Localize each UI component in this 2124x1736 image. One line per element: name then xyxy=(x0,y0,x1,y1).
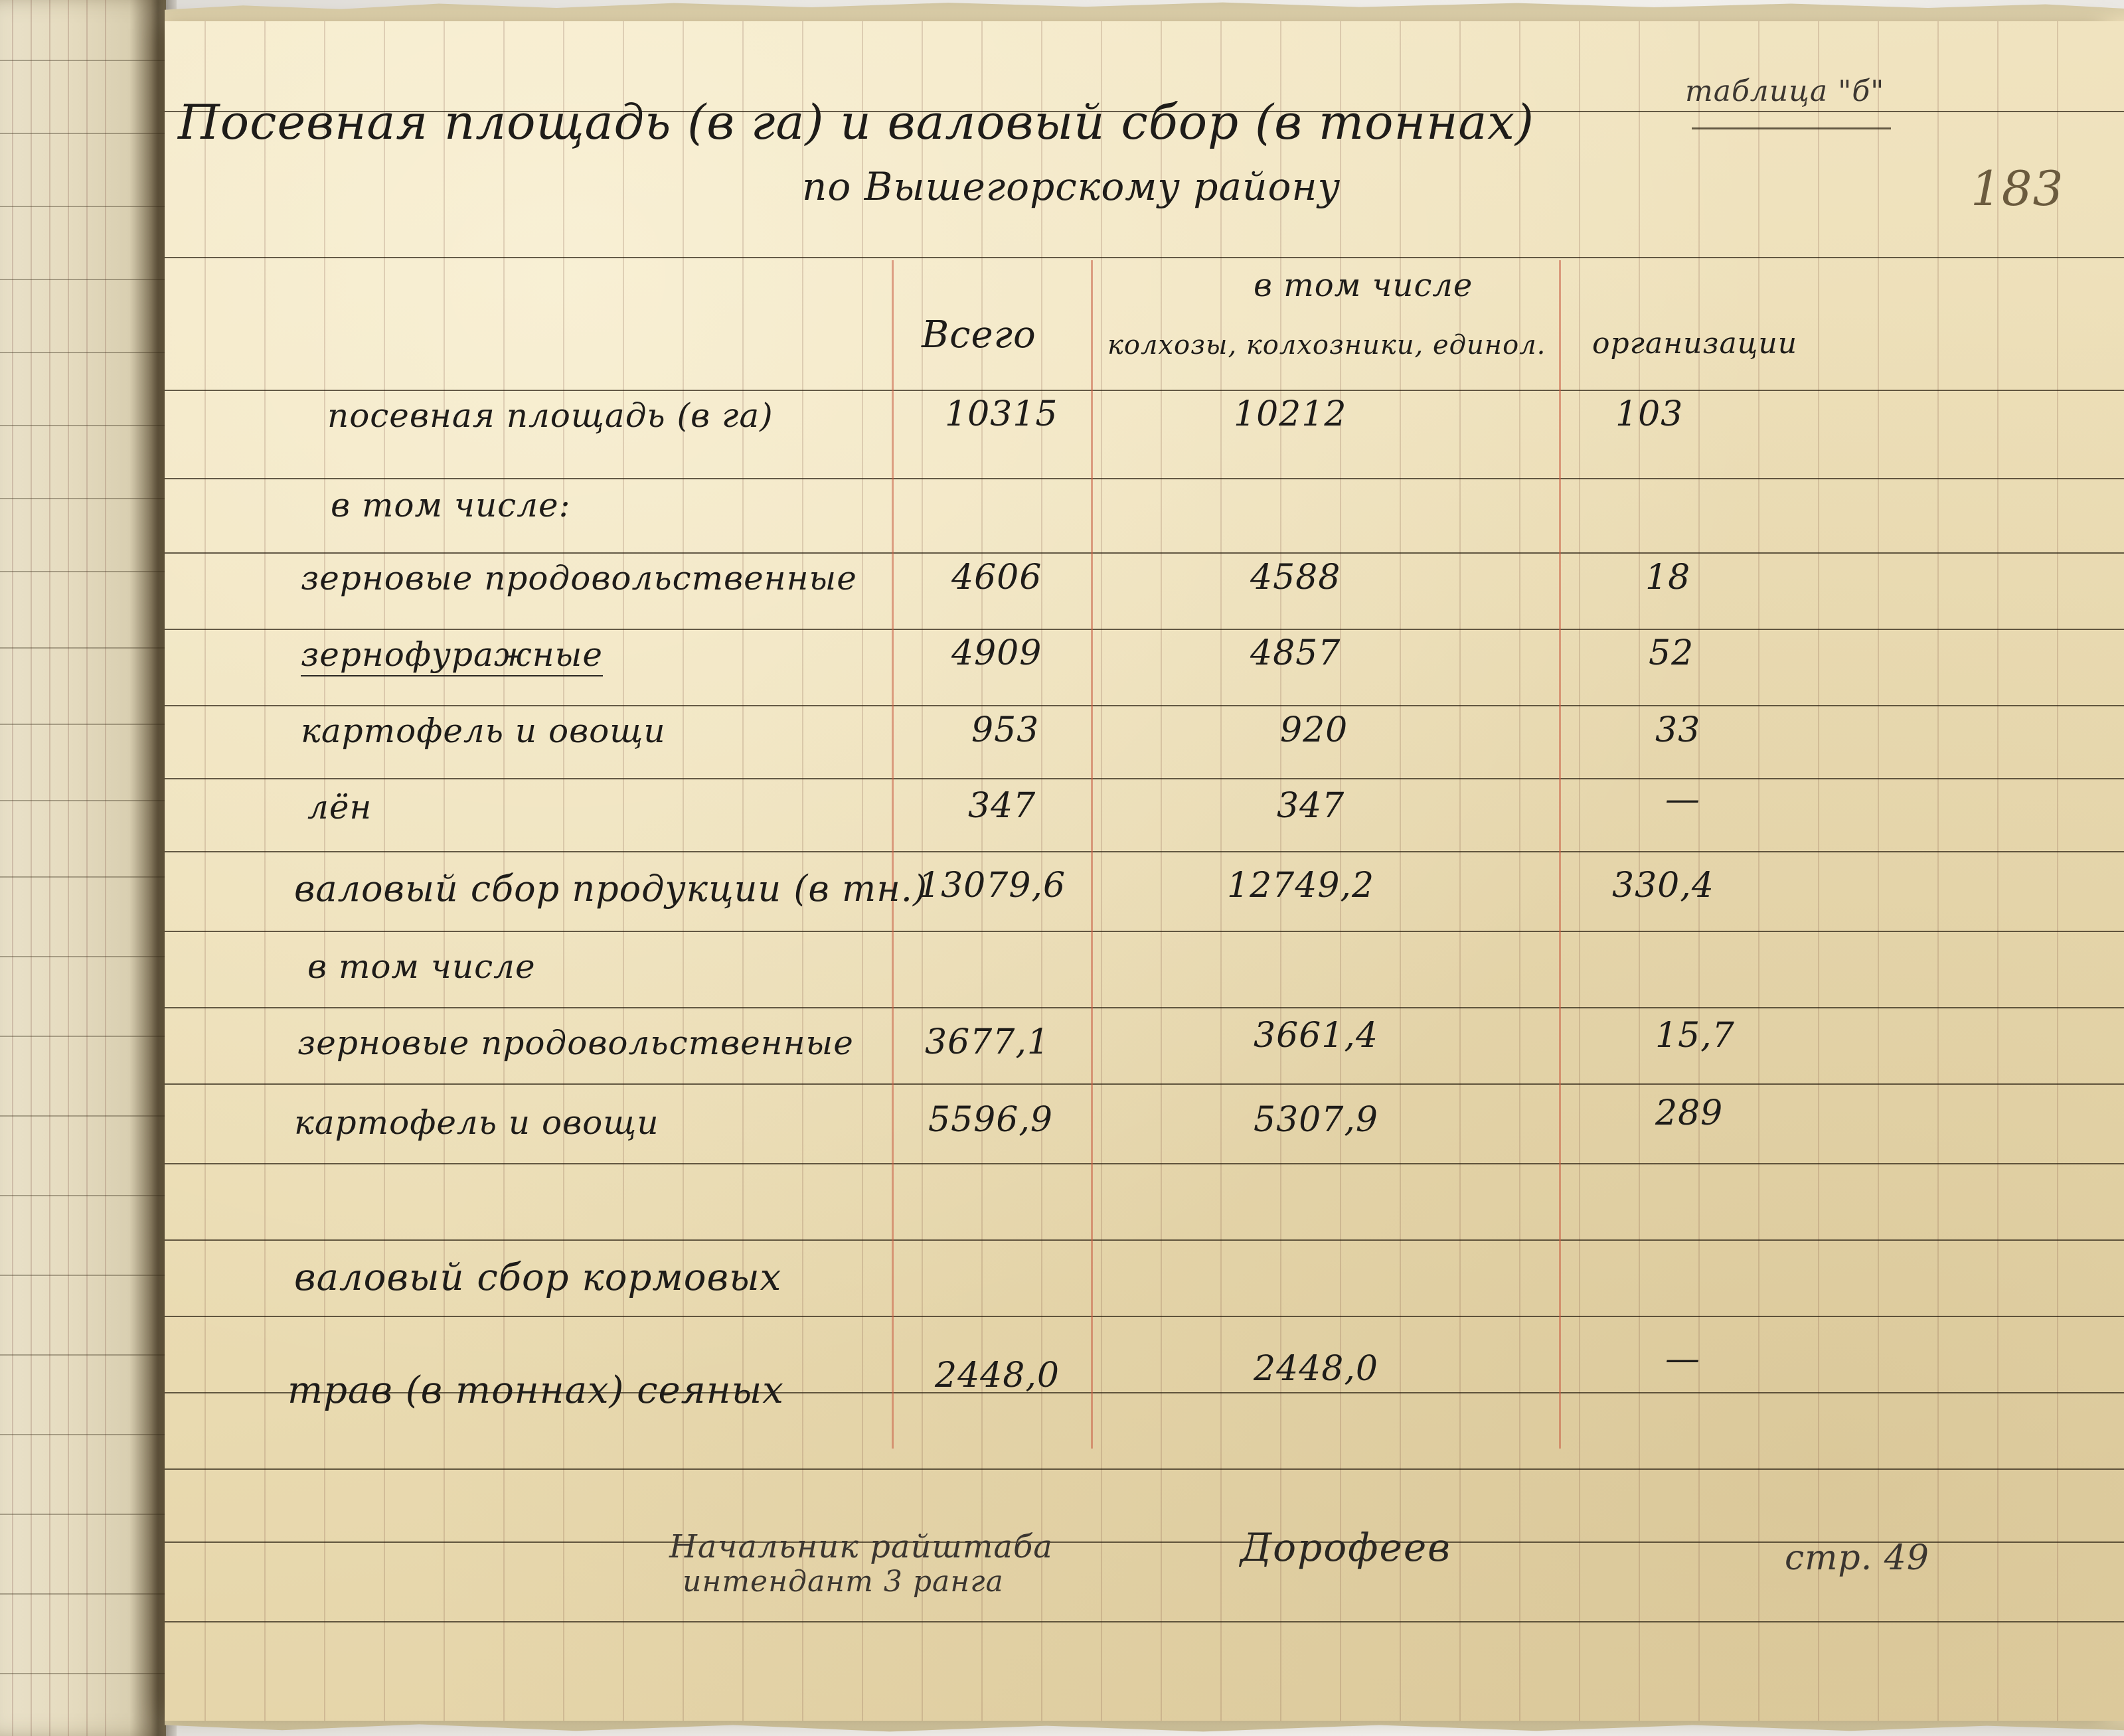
row-label: картофель и овощи xyxy=(294,1103,659,1142)
row-value-total: 10315 xyxy=(945,394,1058,434)
row-value-org: 103 xyxy=(1615,394,1684,434)
column-header-kolkhoz: колхозы, колхозники, единол. xyxy=(1107,330,1546,360)
row-value-org: 289 xyxy=(1655,1093,1724,1133)
title-line-2: по Вышегорскому району xyxy=(802,164,1341,209)
row-label: в том числе: xyxy=(331,486,571,524)
row-value-total: 4909 xyxy=(951,633,1042,673)
row-label: зерновые продовольственные xyxy=(301,559,857,597)
row-label: лён xyxy=(307,788,372,827)
row-value-total: 347 xyxy=(968,786,1036,826)
row-label: зернофуражные xyxy=(301,635,603,676)
row-value-org: 18 xyxy=(1645,558,1691,597)
table-marker: таблица "б" xyxy=(1685,74,1885,108)
row-value-org: 52 xyxy=(1649,633,1694,673)
title-line-1: Посевная площадь (в га) и валовый сбор (в тоннах) xyxy=(178,94,1534,150)
row-value-kolkhoz: 10212 xyxy=(1234,394,1347,434)
signature: Дорофеев xyxy=(1240,1525,1451,1570)
row-value-kolkhoz: 920 xyxy=(1280,710,1348,750)
signer-title-line-1: Начальник райштаба xyxy=(669,1528,1053,1565)
column-header-organizations: организации xyxy=(1592,327,1798,360)
row-value-total: 4606 xyxy=(951,558,1042,597)
row-value-total: 2448,0 xyxy=(935,1356,1060,1395)
signer-title-line-2: интендант 3 ранга xyxy=(683,1565,1004,1599)
row-value-org: — xyxy=(1665,779,1700,819)
row-value-kolkhoz: 5307,9 xyxy=(1254,1100,1378,1140)
row-label: валовый сбор кормовых xyxy=(294,1256,782,1299)
row-label: в том числе xyxy=(307,947,536,986)
row-value-total: 5596,9 xyxy=(928,1100,1053,1140)
row-value-total: 3677,1 xyxy=(925,1022,1050,1062)
row-value-total: 13079,6 xyxy=(918,866,1066,906)
row-label: посевная площадь (в га) xyxy=(327,396,774,435)
row-value-org: 33 xyxy=(1655,710,1701,750)
row-label: зерновые продовольственные xyxy=(297,1024,854,1062)
page-reference: стр. 49 xyxy=(1785,1538,1929,1578)
row-value-kolkhoz: 4857 xyxy=(1250,633,1341,673)
row-value-kolkhoz: 4588 xyxy=(1250,558,1341,597)
row-label: трав (в тоннах) сеяных xyxy=(287,1369,784,1412)
row-value-kolkhoz: 3661,4 xyxy=(1254,1016,1378,1056)
row-value-org: 15,7 xyxy=(1655,1016,1735,1056)
row-value-kolkhoz: 347 xyxy=(1277,786,1345,826)
column-header-total: Всего xyxy=(922,313,1036,356)
document-leaf xyxy=(165,21,2124,1721)
column-header-span: в том числе xyxy=(1254,267,1473,304)
page-number: 183 xyxy=(1971,161,2064,216)
row-label: картофель и овощи xyxy=(301,712,666,750)
row-value-org: — xyxy=(1665,1339,1700,1379)
row-label: валовый сбор продукции (в тн.) xyxy=(294,868,928,909)
row-value-total: 953 xyxy=(971,710,1040,750)
row-value-kolkhoz: 12749,2 xyxy=(1227,866,1375,906)
row-value-kolkhoz: 2448,0 xyxy=(1254,1349,1378,1389)
row-value-org: 330,4 xyxy=(1612,866,1714,906)
